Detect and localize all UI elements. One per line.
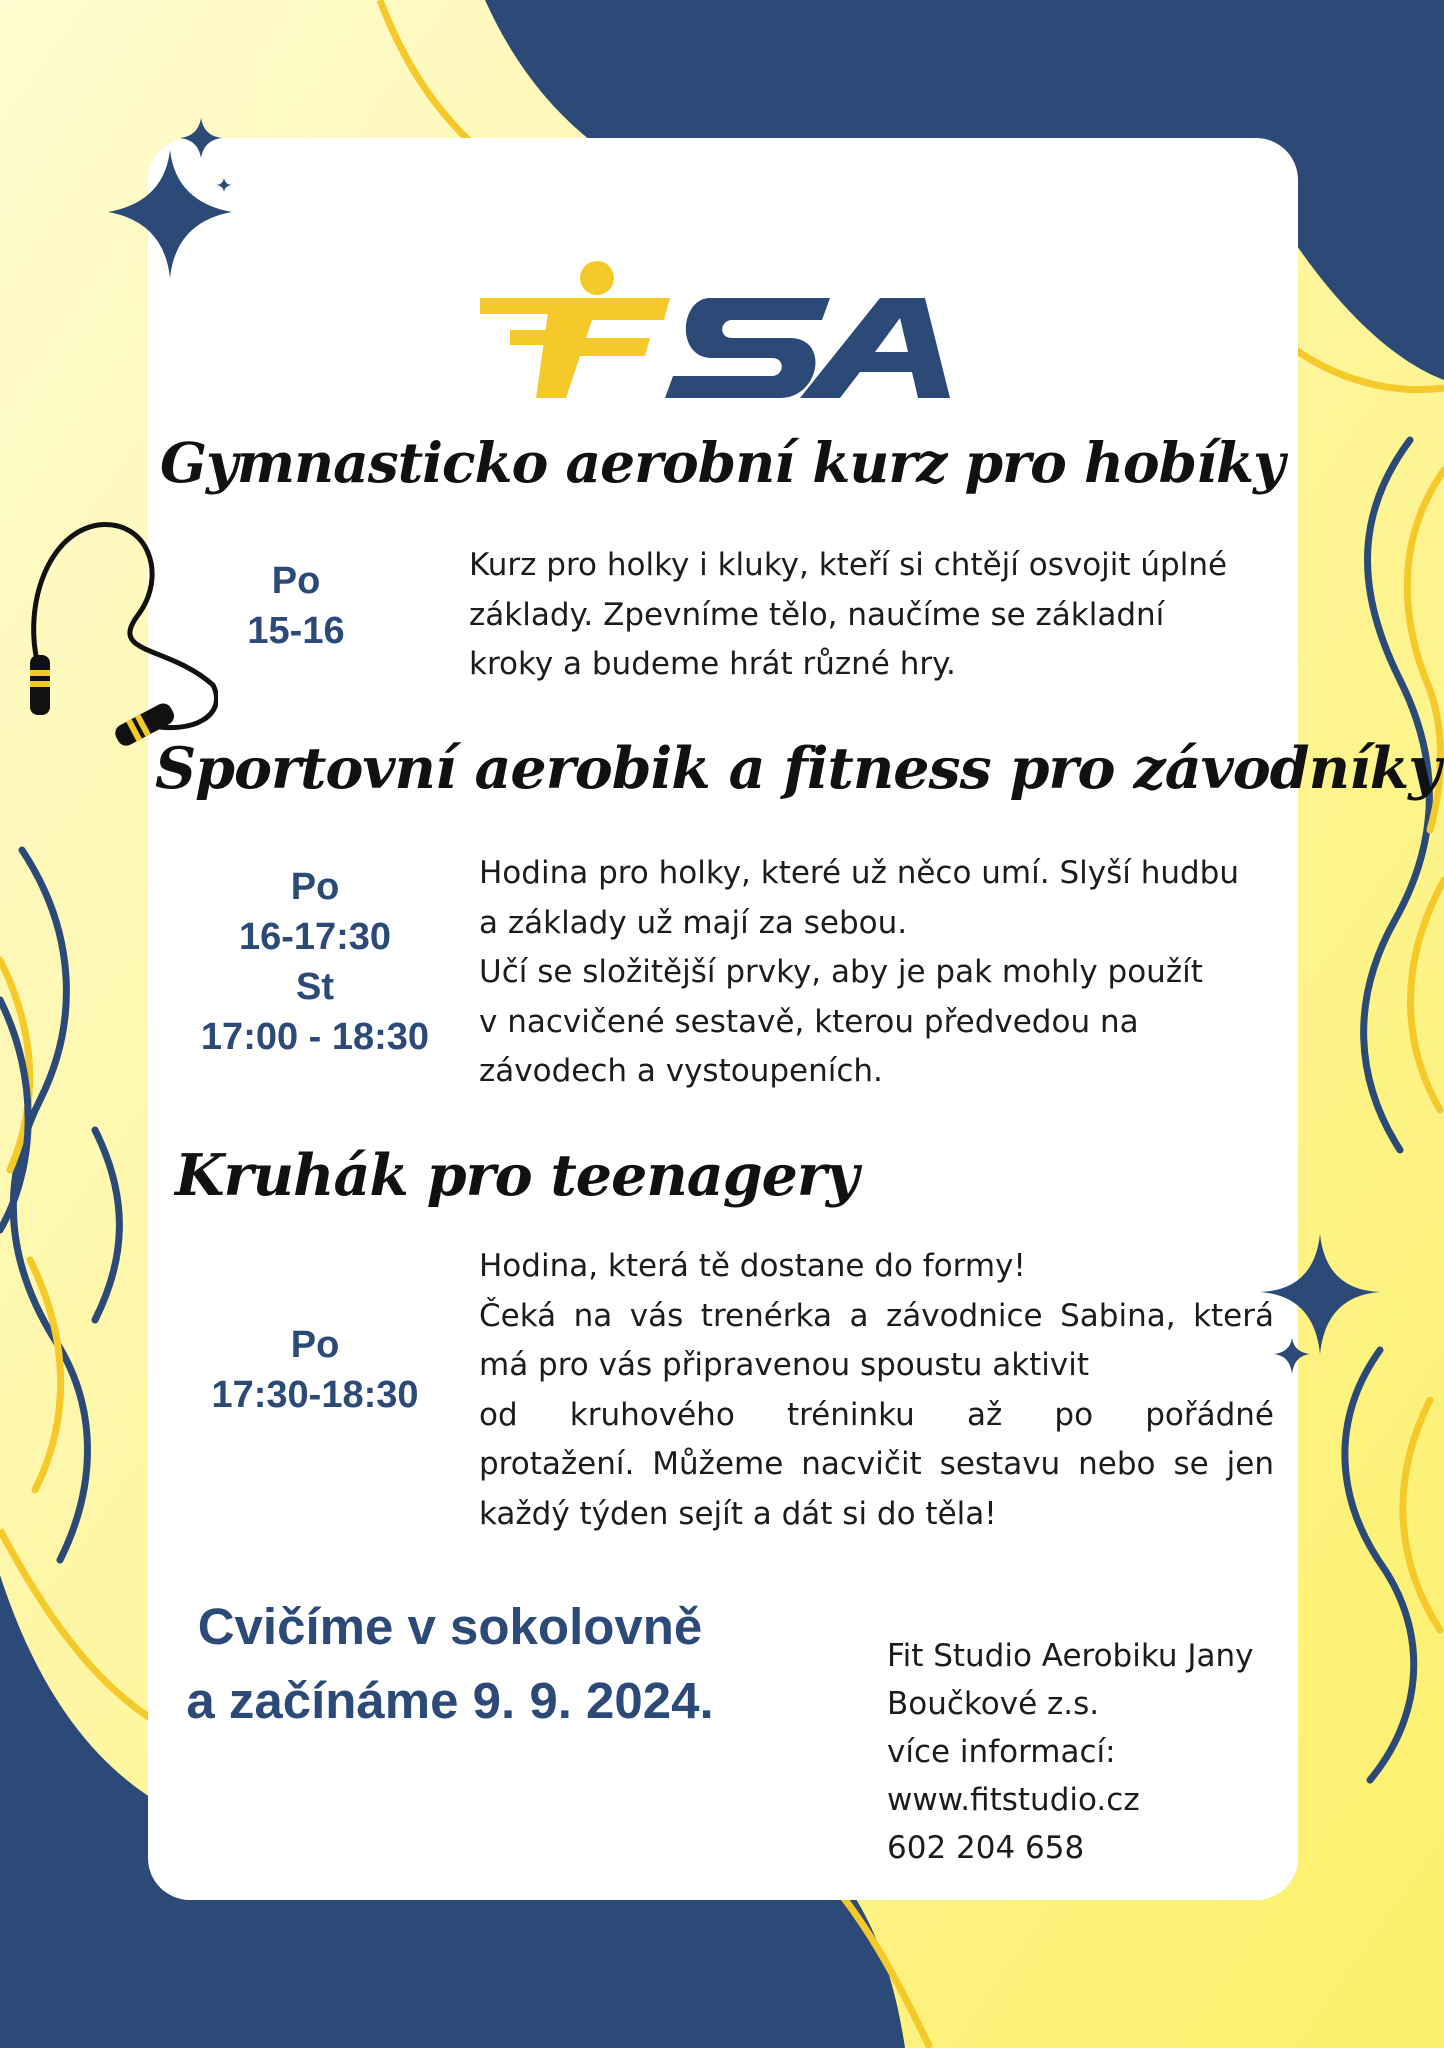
schedule-day: Po <box>271 560 321 602</box>
schedule <box>196 556 396 656</box>
contact-info <box>887 1632 1253 1872</box>
sparkle-icon <box>100 110 240 280</box>
section-description: Hodina pro holky, které už něco umí. Slyší hudbu a základy už mají za sebou. Učí se složitější prvky, aby je pak mohly použít v nacvičené sestavě, kterou předvedou na závodech a vystoupeních. <box>479 855 1239 1089</box>
section-title: Kruhák pro teenagery <box>175 1142 858 1209</box>
fsa-logo <box>480 250 970 410</box>
schedule-time: 17:00 - 18:30 <box>200 1016 430 1058</box>
schedule-time: 16-17:30 <box>238 916 392 958</box>
info-label: více informací: <box>887 1734 1116 1770</box>
schedule <box>180 1320 450 1420</box>
section-title: Gymnasticko aerobní kurz pro hobíky <box>160 430 1285 495</box>
schedule-day: Po <box>290 866 340 908</box>
website-link[interactable]: www.fitstudio.cz <box>887 1782 1140 1818</box>
jump-rope-icon <box>18 515 218 755</box>
schedule <box>170 862 460 1062</box>
studio-name: Boučkové z.s. <box>887 1686 1100 1722</box>
schedule-time: 17:30-18:30 <box>211 1374 419 1416</box>
section-description: Kurz pro holky i kluky, kteří si chtějí osvojit úplné základy. Zpevníme tělo, naučíme se základní kroky a budeme hrát různé hry. <box>469 547 1228 682</box>
schedule-time: 15-16 <box>247 610 345 652</box>
running-figure-icon <box>480 250 970 410</box>
sparkle-icon <box>1260 1230 1390 1390</box>
phone-number[interactable]: 602 204 658 <box>887 1830 1085 1866</box>
section-title: Sportovní aerobik a fitness pro závodníky <box>155 735 1441 802</box>
schedule-day: St <box>296 966 334 1008</box>
section-description: Hodina, která tě dostane do formy! Čeká na vás trenérka a závodnice Sabina, která má pro vás připravenou spoustu aktivit od kruhového tréninku až po pořádné protažení. Můžeme nacvičit sestavu nebo se jen každý týden sejít a dát si do těla! <box>479 1248 1274 1532</box>
studio-name: Fit Studio Aerobiku Jany <box>887 1638 1254 1674</box>
start-announcement: Cvičíme v sokolovně a začínáme 9. 9. 2024. <box>186 1598 714 1729</box>
schedule-day: Po <box>290 1324 340 1366</box>
